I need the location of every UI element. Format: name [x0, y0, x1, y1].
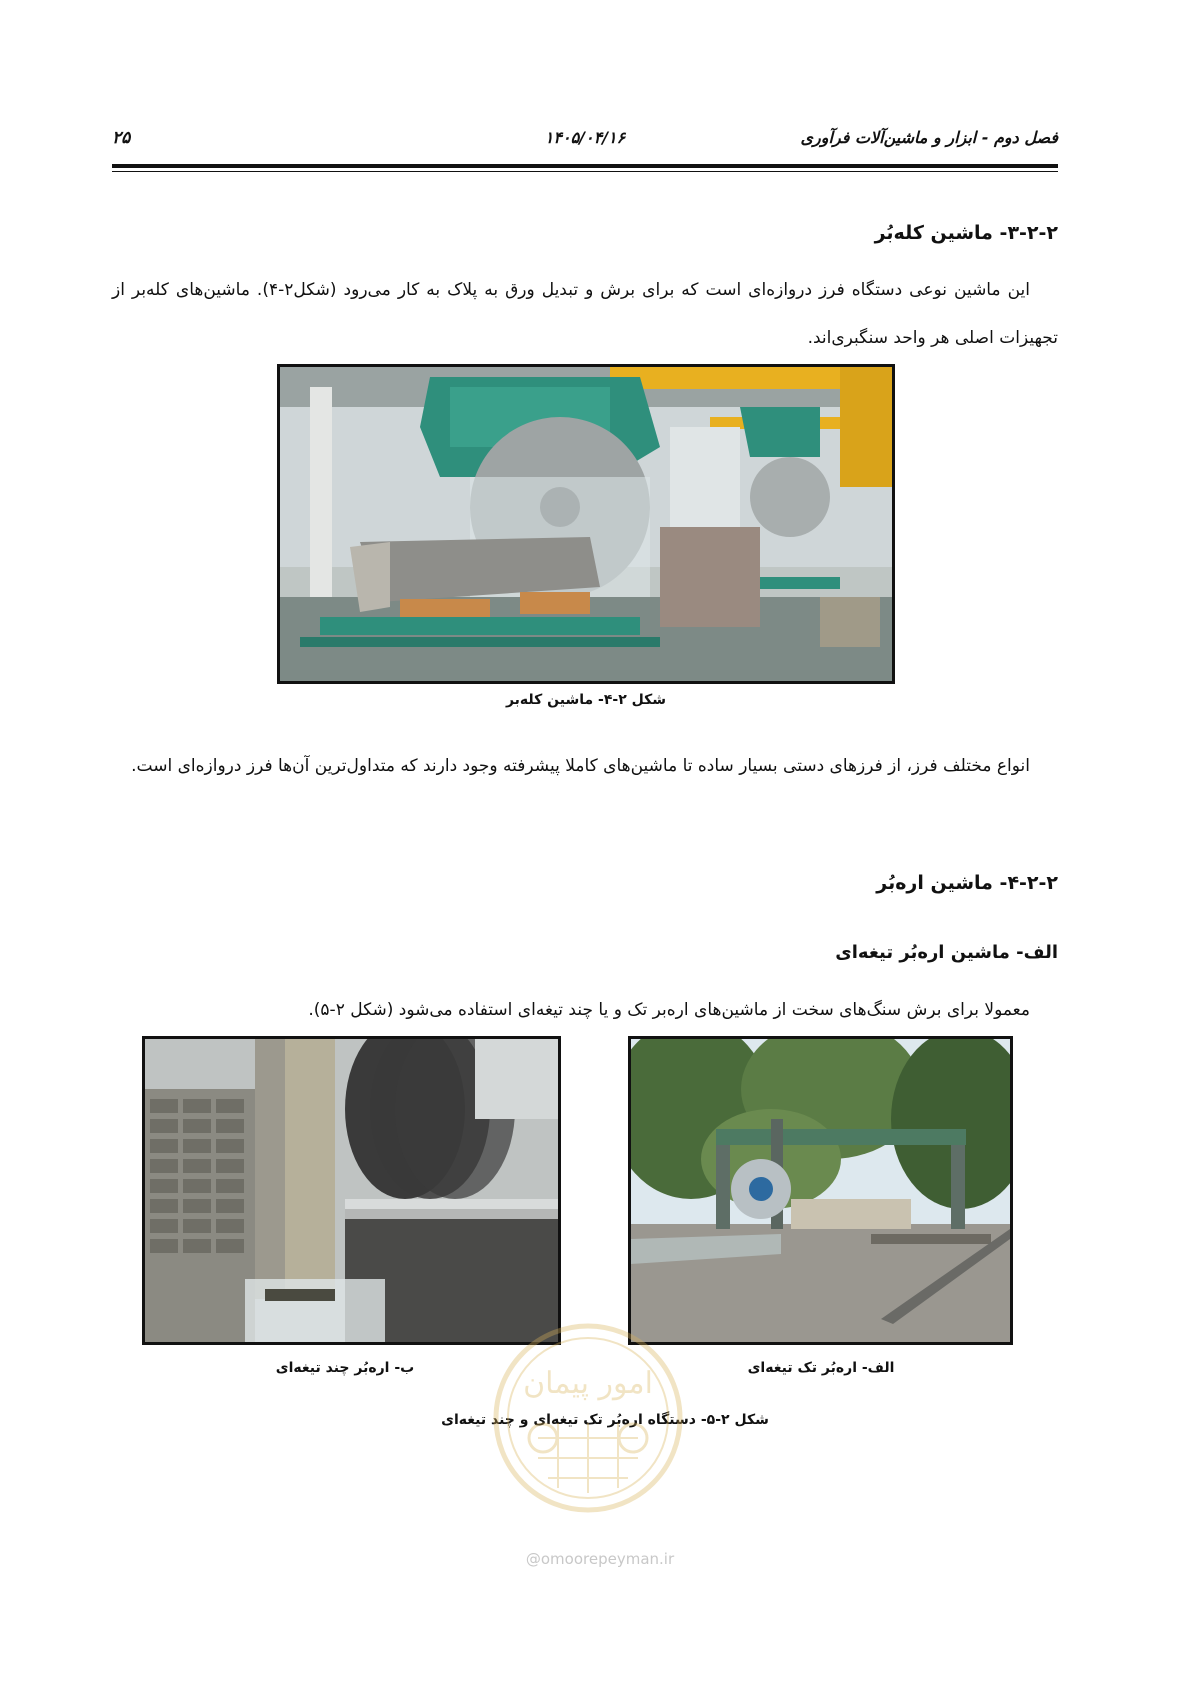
figure-caption: شکل ۲-۴- ماشین کله‌بر — [505, 692, 667, 708]
figure-subcaption-b: ب- اره‌بُر چند تیغه‌ای — [275, 1360, 415, 1376]
watermark-logo — [488, 1318, 688, 1518]
header-date: ۱۴۰۵/۰۴/۱۶ — [544, 128, 626, 147]
page-header — [112, 128, 1058, 154]
paragraph-text: این ماشین نوعی دستگاه فرز دروازه‌ای است که برای برش و تبدیل ورق به پلاک به کار می‌رود (شکل۲-۴). ماشین‌های کله‌بر از تجهیزات اصلی هر واحد سنگبری‌اند. — [112, 280, 1058, 348]
figure-multi-blade-photo — [142, 1036, 561, 1345]
header-rule-thin — [112, 171, 1058, 172]
subsection-heading: الف- ماشین اره‌بُر تیغه‌ای — [835, 942, 1058, 963]
page-number: ۲۵ — [112, 128, 131, 148]
figure-subcaption-a: الف- اره‌بُر تک تیغه‌ای — [747, 1360, 895, 1376]
body-paragraph — [112, 986, 1058, 1034]
watermark-website: @omoorepeyman.ir — [525, 1550, 675, 1568]
paragraph-text: معمولا برای برش سنگ‌های سخت از ماشین‌های اره‌بر تک و یا چند تیغه‌ای استفاده می‌شود (شکل ۲-۵). — [308, 1000, 1030, 1020]
header-rule-thick — [112, 164, 1058, 168]
figure-single-blade-photo — [628, 1036, 1013, 1345]
section-heading: ۴-۲-۲- ماشین اره‌بُر — [876, 872, 1058, 894]
watermark-logo-text: امور پیمان — [523, 1366, 653, 1401]
paragraph-text: انواع مختلف فرز، از فرزهای دستی بسیار ساده تا ماشین‌های کاملا پیشرفته وجود دارند که متداول‌ترین آن‌ها فرز دروازه‌ای است. — [131, 756, 1030, 776]
section-heading: ۳-۲-۲- ماشین کله‌بُر — [874, 222, 1058, 244]
figure-caption: شکل ۲-۵- دستگاه اره‌بُر تک تیغه‌ای و چند تیغه‌ای — [441, 1412, 769, 1428]
body-paragraph — [112, 266, 1058, 362]
body-paragraph — [112, 742, 1058, 790]
figure-bridge-cutter-photo — [277, 364, 895, 684]
chapter-title: فصل دوم - ابزار و ماشین‌آلات فرآوری — [800, 128, 1058, 147]
